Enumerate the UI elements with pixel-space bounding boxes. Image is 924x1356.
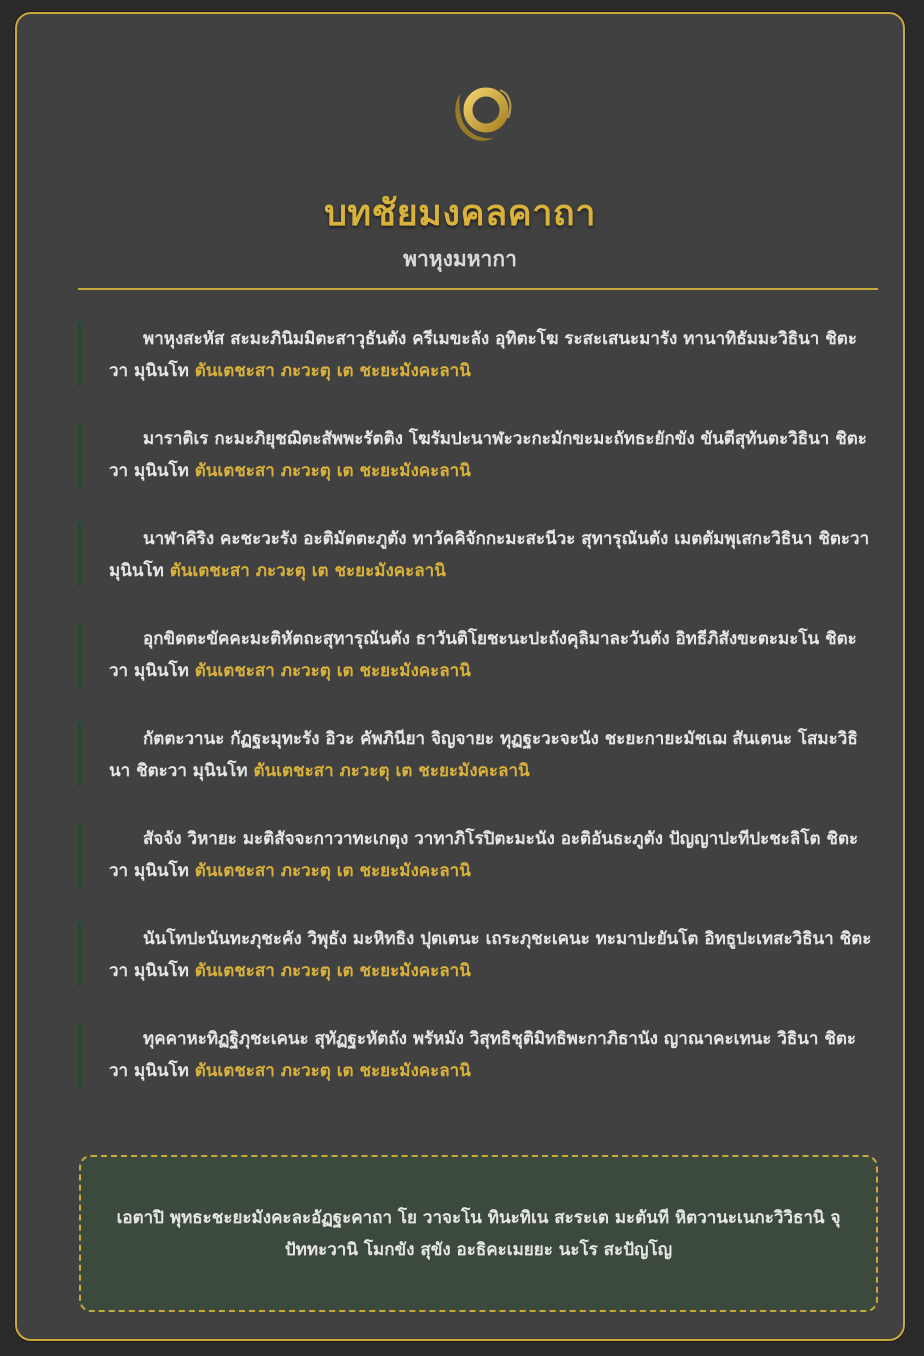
verse-refrain: ตันเตชะสา ภะวะตุ เต ชะยะมังคะลานิ bbox=[194, 1061, 471, 1081]
verse-text: กัตตะวานะ กัฏฐะมุทะรัง อิวะ คัพภินียา จิญจายะ ทุฏฐะวะจะนัง ชะยะกายะมัชเฌ สันเตนะ โสมะวิธินา ชิตะวา มุนินโท bbox=[109, 729, 858, 781]
verse-refrain: ตันเตชะสา ภะวะตุ เต ชะยะมังคะลานิ bbox=[194, 461, 471, 481]
verse-text: สัจจัง วิหายะ มะติสัจจะกาวาทะเกตุง วาทาภิโรปิตะมะนัง อะติอันธะภูตัง ปัญญาปะทีปะชะลิโต ชิตะวา มุนินโท bbox=[109, 829, 859, 881]
verse-refrain: ตันเตชะสา ภะวะตุ เต ชะยะมังคะลานิ bbox=[194, 361, 471, 381]
page-title: บทชัยมงคลคาถา bbox=[324, 193, 596, 234]
summary-text: เอตาปิ พุทธะชะยะมังคะละอัฏฐะคาถา โย วาจะโน ทินะทิเน สะระเต มะตันที หิตวานะเนกะวิวิธานิ จุปัททะวานิ โมกขัง สุขัง อะธิคะเมยยะ นะโร สะปัญโญ bbox=[116, 1207, 841, 1260]
verse-3 bbox=[78, 523, 878, 587]
page-subtitle: พาหุงมหากา bbox=[403, 247, 517, 271]
title-divider bbox=[78, 288, 878, 290]
verse-8 bbox=[78, 1023, 878, 1087]
verse-5 bbox=[78, 723, 878, 787]
golden-circle-icon bbox=[450, 80, 516, 144]
verse-7 bbox=[78, 923, 878, 987]
summary-box bbox=[79, 1155, 878, 1312]
verse-4 bbox=[78, 623, 878, 687]
verse-refrain: ตันเตชะสา ภะวะตุ เต ชะยะมังคะลานิ bbox=[194, 961, 471, 981]
verse-text: ทุคคาหะทิฏฐิภุชะเคนะ สุทัฏฐะหัตถัง พรัหมัง วิสุทธิชุติมิทธิพะกาภิธานัง ญาณาคะเทนะ วิธินา ชิตะวา มุนินโท bbox=[109, 1029, 857, 1081]
verse-text: นาฬาคิริง คะชะวะรัง อะติมัตตะภูตัง ทาวัคคิจักกะมะสะนีวะ สุทารุณันตัง เมตตัมพุเสกะวิธินา ชิตะวา มุนินโท bbox=[109, 529, 870, 581]
verse-1 bbox=[78, 323, 878, 387]
verse-text: มาราติเร กะมะภิยุชฌิตะสัพพะรัตติง โฆรัมปะนาฬะวะกะมักขะมะถัทธะยักขัง ขันตีสุทันตะวิธินา ชิตะวา มุนินโท bbox=[109, 429, 867, 481]
verse-6 bbox=[78, 823, 878, 887]
verse-refrain: ตันเตชะสา ภะวะตุ เต ชะยะมังคะลานิ bbox=[194, 861, 471, 881]
verse-text: อุกขิตตะขัคคะมะติหัตถะสุทารุณันตัง ธาวันติโยชะนะปะถังคุลิมาละวันตัง อิทธีภิสังขะตะมะโน ชิตะวา มุนินโท bbox=[109, 629, 857, 681]
verse-refrain: ตันเตชะสา ภะวะตุ เต ชะยะมังคะลานิ bbox=[194, 661, 471, 681]
verse-refrain: ตันเตชะสา ภะวะตุ เต ชะยะมังคะลานิ bbox=[169, 561, 446, 581]
verse-text: พาหุงสะหัส สะมะภินิมมิตะสาวุธันตัง ครีเมขะลัง อุทิตะโฆ ระสะเสนะมารัง ทานาทิธัมมะวิธินา ชิตะวา มุนินโท bbox=[109, 329, 857, 381]
verse-2 bbox=[78, 423, 878, 487]
verse-refrain: ตันเตชะสา ภะวะตุ เต ชะยะมังคะลานิ bbox=[253, 761, 530, 781]
verse-text: นันโทปะนันทะภุชะคัง วิพุธัง มะหิทธิง ปุตเตนะ เถระภุชะเคนะ ทะมาปะยันโต อิทธูปะเทสะวิธินา ชิตะวา มุนินโท bbox=[109, 929, 872, 981]
chant-card bbox=[15, 12, 905, 1341]
